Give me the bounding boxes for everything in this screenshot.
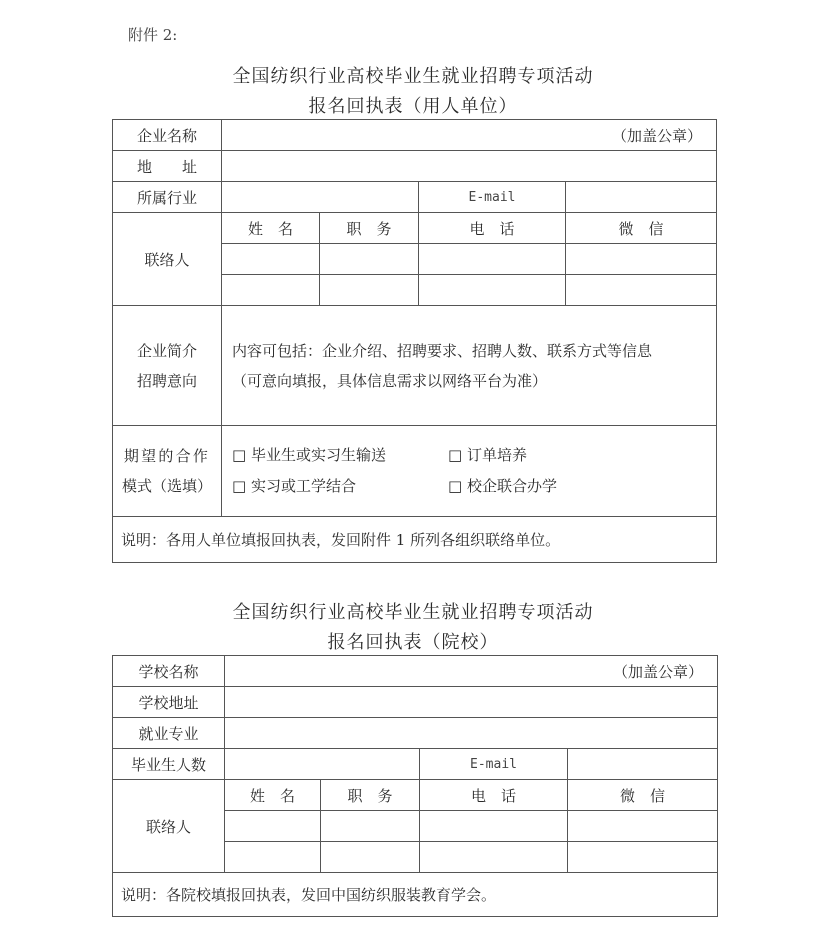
contact-label: 联络人 — [113, 780, 225, 873]
address-row — [113, 151, 717, 182]
company-name-row — [113, 120, 717, 151]
intro-row — [113, 306, 717, 426]
email-field[interactable] — [568, 749, 718, 780]
school-address-row — [113, 687, 718, 718]
checkbox-graduate-supply[interactable]: □ 毕业生或实习生输送 — [232, 446, 386, 464]
cooperation-options — [222, 426, 717, 517]
checkbox-order-training[interactable]: □ 订单培养 — [448, 446, 527, 464]
contact-header-phone: 电 话 — [420, 780, 568, 811]
form2-title-line1: 全国纺织行业高校毕业生就业招聘专项活动 — [232, 602, 594, 623]
form2-title-line2: 报名回执表（院校） — [327, 632, 499, 653]
contact-phone-field[interactable] — [419, 275, 566, 306]
address-label: 地 址 — [113, 151, 222, 182]
majors-row — [113, 718, 718, 749]
form2-note: 说明：各院校填报回执表，发回中国纺织服装教育学会。 — [113, 873, 718, 917]
form1-title-line2: 报名回执表（用人单位） — [308, 96, 518, 117]
contact-header-name: 姓 名 — [222, 213, 320, 244]
school-name-field[interactable] — [225, 656, 718, 687]
contact-name-field[interactable] — [225, 811, 321, 842]
contact-header-row — [113, 213, 717, 244]
intro-field[interactable] — [222, 306, 717, 426]
majors-label: 就业专业 — [113, 718, 225, 749]
industry-row — [113, 182, 717, 213]
form1-note: 说明：各用人单位填报回执表，发回附件 1 所列各组织联络单位。 — [113, 517, 717, 563]
graduates-row — [113, 749, 718, 780]
contact-header-row — [113, 780, 718, 811]
email-field[interactable] — [566, 182, 717, 213]
school-form-table — [112, 655, 718, 917]
checkbox-internship[interactable]: □ 实习或工学结合 — [232, 477, 356, 495]
note-row — [113, 873, 718, 917]
stamp-note: （加盖公章） — [613, 662, 704, 681]
cooperation-label — [113, 426, 222, 517]
email-label: E-mail — [419, 182, 566, 213]
cooperation-row — [113, 426, 717, 517]
contact-title-field[interactable] — [321, 811, 420, 842]
contact-phone-field[interactable] — [420, 811, 568, 842]
contact-wechat-field[interactable] — [568, 842, 718, 873]
intro-hint-line2: （可意向填报，具体信息需求以网络平台为准） — [232, 371, 548, 390]
contact-title-field[interactable] — [320, 275, 419, 306]
majors-field[interactable] — [225, 718, 718, 749]
school-name-label: 学校名称 — [113, 656, 225, 687]
graduates-label: 毕业生人数 — [113, 749, 225, 780]
contact-header-wechat: 微 信 — [568, 780, 718, 811]
contact-wechat-field[interactable] — [568, 811, 718, 842]
contact-name-field[interactable] — [222, 275, 320, 306]
stamp-note: （加盖公章） — [612, 126, 703, 145]
email-label: E-mail — [420, 749, 568, 780]
graduates-field[interactable] — [225, 749, 420, 780]
school-address-field[interactable] — [225, 687, 718, 718]
contact-header-title: 职 务 — [321, 780, 420, 811]
contact-title-field[interactable] — [321, 842, 420, 873]
contact-name-field[interactable] — [222, 244, 320, 275]
attachment-label: 附件 2: — [128, 26, 178, 44]
contact-title-field[interactable] — [320, 244, 419, 275]
contact-header-title: 职 务 — [320, 213, 419, 244]
intro-hint-line1: 内容可包括：企业介绍、招聘要求、招聘人数、联系方式等信息 — [232, 341, 653, 360]
school-address-label: 学校地址 — [113, 687, 225, 718]
intro-label — [113, 306, 222, 426]
employer-form-table — [112, 119, 717, 563]
contact-header-phone: 电 话 — [419, 213, 566, 244]
contact-wechat-field[interactable] — [566, 275, 717, 306]
intro-label-line2: 招聘意向 — [136, 371, 197, 390]
company-name-field[interactable] — [222, 120, 717, 151]
note-row — [113, 517, 717, 563]
contact-name-field[interactable] — [225, 842, 321, 873]
contact-header-wechat: 微 信 — [566, 213, 717, 244]
address-field[interactable] — [222, 151, 717, 182]
cooperation-label-line1: 期望的合作 — [123, 447, 211, 465]
company-name-label: 企业名称 — [113, 120, 222, 151]
contact-label: 联络人 — [113, 213, 222, 306]
checkbox-joint-school[interactable]: □ 校企联合办学 — [448, 477, 557, 495]
industry-label: 所属行业 — [113, 182, 222, 213]
industry-field[interactable] — [222, 182, 419, 213]
cooperation-label-line2: 模式（选填） — [121, 477, 212, 495]
contact-wechat-field[interactable] — [566, 244, 717, 275]
contact-header-name: 姓 名 — [225, 780, 321, 811]
school-name-row — [113, 656, 718, 687]
intro-label-line1: 企业简介 — [136, 341, 197, 360]
contact-phone-field[interactable] — [419, 244, 566, 275]
contact-phone-field[interactable] — [420, 842, 568, 873]
form1-title-line1: 全国纺织行业高校毕业生就业招聘专项活动 — [232, 66, 594, 87]
